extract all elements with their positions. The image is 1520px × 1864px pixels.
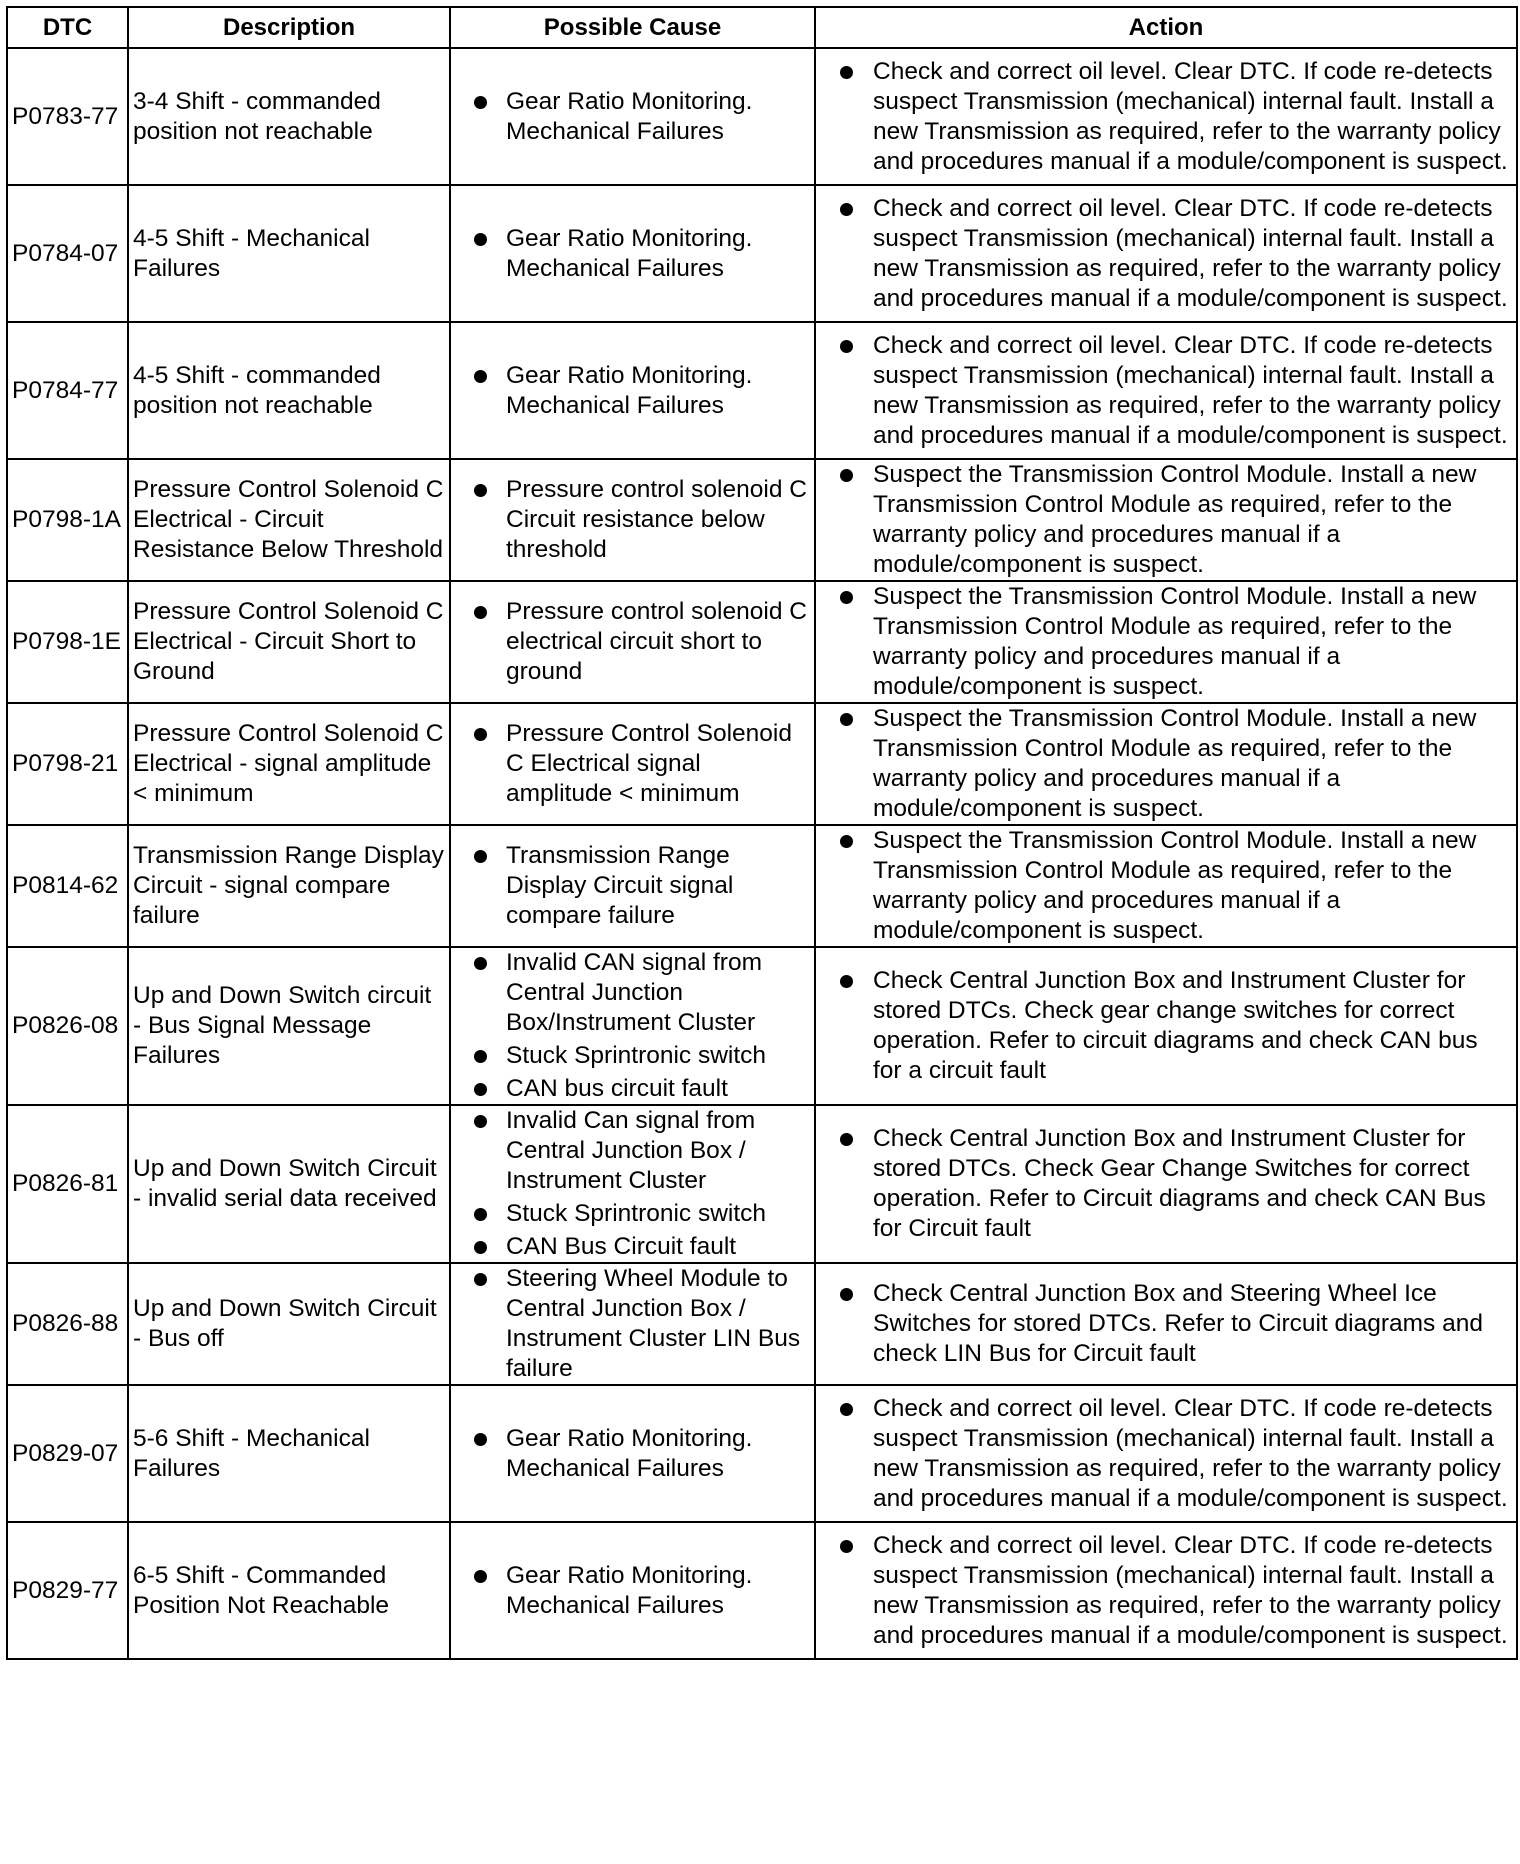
action-item: Check and correct oil level. Clear DTC. If code re-detects suspect Transmission (mechanical) internal fault. Install a new Transmission as required, refer to the warranty policy and procedures manual if a module/component is suspect. (820, 194, 1512, 314)
action-cell (815, 185, 1517, 322)
cause-item: Gear Ratio Monitoring. Mechanical Failures (455, 224, 810, 284)
possible-cause-cell (450, 703, 815, 825)
action-item: Check Central Junction Box and Instrument Cluster for stored DTCs. Check gear change switches for correct operation. Refer to circuit diagrams and check CAN bus for a circuit fault (820, 966, 1512, 1086)
action-item: Suspect the Transmission Control Module. Install a new Transmission Control Module as required, refer to the warranty policy and procedures manual if a module/component is suspect. (820, 826, 1512, 946)
cause-item: CAN Bus Circuit fault (455, 1232, 810, 1262)
possible-cause-cell (450, 1105, 815, 1263)
table-row (7, 1385, 1517, 1522)
cause-list (455, 475, 810, 565)
action-item: Suspect the Transmission Control Module. Install a new Transmission Control Module as required, refer to the warranty policy and procedures manual if a module/component is suspect. (820, 460, 1512, 580)
cause-item: Gear Ratio Monitoring. Mechanical Failures (455, 361, 810, 421)
dtc-code: P0798-1E (7, 581, 128, 703)
action-list (820, 826, 1512, 946)
cause-item: Stuck Sprintronic switch (455, 1199, 810, 1229)
action-list (820, 1531, 1512, 1651)
action-item: Suspect the Transmission Control Module. Install a new Transmission Control Module as required, refer to the warranty policy and procedures manual if a module/component is suspect. (820, 704, 1512, 824)
possible-cause-cell (450, 322, 815, 459)
cause-list (455, 224, 810, 284)
table-row (7, 947, 1517, 1105)
cause-list (455, 948, 810, 1104)
action-cell (815, 459, 1517, 581)
action-list (820, 1124, 1512, 1244)
action-item: Check and correct oil level. Clear DTC. If code re-detects suspect Transmission (mechanical) internal fault. Install a new Transmission as required, refer to the warranty policy and procedures manual if a module/component is suspect. (820, 1394, 1512, 1514)
cause-list (455, 841, 810, 931)
dtc-description: 6-5 Shift - Commanded Position Not Reachable (128, 1522, 450, 1659)
action-list (820, 1394, 1512, 1514)
action-item: Suspect the Transmission Control Module. Install a new Transmission Control Module as required, refer to the warranty policy and procedures manual if a module/component is suspect. (820, 582, 1512, 702)
possible-cause-cell (450, 459, 815, 581)
action-item: Check and correct oil level. Clear DTC. If code re-detects suspect Transmission (mechanical) internal fault. Install a new Transmission as required, refer to the warranty policy and procedures manual if a module/component is suspect. (820, 1531, 1512, 1651)
action-cell (815, 825, 1517, 947)
cause-list (455, 87, 810, 147)
action-list (820, 704, 1512, 824)
table-row (7, 825, 1517, 947)
cause-list (455, 719, 810, 809)
dtc-description: Up and Down Switch circuit - Bus Signal Message Failures (128, 947, 450, 1105)
possible-cause-cell (450, 185, 815, 322)
possible-cause-cell (450, 947, 815, 1105)
action-list (820, 1279, 1512, 1369)
header-dtc: DTC (7, 7, 128, 48)
table-row (7, 48, 1517, 185)
dtc-description: Pressure Control Solenoid C Electrical - Circuit Resistance Below Threshold (128, 459, 450, 581)
table-row (7, 322, 1517, 459)
dtc-code: P0783-77 (7, 48, 128, 185)
header-possible-cause: Possible Cause (450, 7, 815, 48)
dtc-table (6, 6, 1518, 1660)
possible-cause-cell (450, 48, 815, 185)
table-row (7, 459, 1517, 581)
dtc-code: P0826-08 (7, 947, 128, 1105)
dtc-code: P0814-62 (7, 825, 128, 947)
dtc-description: Pressure Control Solenoid C Electrical - signal amplitude < minimum (128, 703, 450, 825)
dtc-description: Transmission Range Display Circuit - signal compare failure (128, 825, 450, 947)
action-cell (815, 1263, 1517, 1385)
dtc-code: P0829-07 (7, 1385, 128, 1522)
dtc-code: P0826-81 (7, 1105, 128, 1263)
table-row (7, 1105, 1517, 1263)
dtc-description: Pressure Control Solenoid C Electrical - Circuit Short to Ground (128, 581, 450, 703)
dtc-code: P0826-88 (7, 1263, 128, 1385)
cause-item: Pressure Control Solenoid C Electrical signal amplitude < minimum (455, 719, 810, 809)
table-row (7, 185, 1517, 322)
dtc-code: P0784-77 (7, 322, 128, 459)
cause-item: Invalid Can signal from Central Junction Box / Instrument Cluster (455, 1106, 810, 1196)
cause-list (455, 597, 810, 687)
cause-item: Pressure control solenoid C electrical circuit short to ground (455, 597, 810, 687)
possible-cause-cell (450, 1263, 815, 1385)
action-cell (815, 48, 1517, 185)
table-row (7, 1263, 1517, 1385)
table-row (7, 581, 1517, 703)
possible-cause-cell (450, 1522, 815, 1659)
dtc-description: 3-4 Shift - commanded position not reachable (128, 48, 450, 185)
table-row (7, 1522, 1517, 1659)
cause-item: Invalid CAN signal from Central Junction Box/Instrument Cluster (455, 948, 810, 1038)
action-cell (815, 581, 1517, 703)
action-item: Check Central Junction Box and Instrument Cluster for stored DTCs. Check Gear Change Switches for correct operation. Refer to Circuit diagrams and check CAN Bus for Circuit fault (820, 1124, 1512, 1244)
action-item: Check and correct oil level. Clear DTC. If code re-detects suspect Transmission (mechanical) internal fault. Install a new Transmission as required, refer to the warranty policy and procedures manual if a module/component is suspect. (820, 57, 1512, 177)
dtc-description: 4-5 Shift - Mechanical Failures (128, 185, 450, 322)
cause-list (455, 1561, 810, 1621)
cause-list (455, 361, 810, 421)
dtc-code: P0798-1A (7, 459, 128, 581)
dtc-description: 5-6 Shift - Mechanical Failures (128, 1385, 450, 1522)
cause-item: Gear Ratio Monitoring. Mechanical Failures (455, 1424, 810, 1484)
possible-cause-cell (450, 825, 815, 947)
cause-item: Gear Ratio Monitoring. Mechanical Failures (455, 1561, 810, 1621)
table-body (7, 48, 1517, 1659)
action-cell (815, 947, 1517, 1105)
cause-list (455, 1424, 810, 1484)
action-list (820, 194, 1512, 314)
action-list (820, 460, 1512, 580)
table-row (7, 703, 1517, 825)
action-list (820, 57, 1512, 177)
action-item: Check and correct oil level. Clear DTC. If code re-detects suspect Transmission (mechanical) internal fault. Install a new Transmission as required, refer to the warranty policy and procedures manual if a module/component is suspect. (820, 331, 1512, 451)
action-list (820, 966, 1512, 1086)
dtc-code: P0784-07 (7, 185, 128, 322)
possible-cause-cell (450, 581, 815, 703)
possible-cause-cell (450, 1385, 815, 1522)
action-list (820, 582, 1512, 702)
header-action: Action (815, 7, 1517, 48)
cause-item: Transmission Range Display Circuit signal compare failure (455, 841, 810, 931)
dtc-code: P0829-77 (7, 1522, 128, 1659)
dtc-description: Up and Down Switch Circuit - invalid serial data received (128, 1105, 450, 1263)
dtc-description: 4-5 Shift - commanded position not reachable (128, 322, 450, 459)
cause-item: CAN bus circuit fault (455, 1074, 810, 1104)
cause-list (455, 1264, 810, 1384)
dtc-code: P0798-21 (7, 703, 128, 825)
action-cell (815, 703, 1517, 825)
action-cell (815, 322, 1517, 459)
action-cell (815, 1385, 1517, 1522)
cause-item: Pressure control solenoid C Circuit resistance below threshold (455, 475, 810, 565)
cause-item: Gear Ratio Monitoring. Mechanical Failures (455, 87, 810, 147)
action-item: Check Central Junction Box and Steering Wheel Ice Switches for stored DTCs. Refer to Circuit diagrams and check LIN Bus for Circuit fault (820, 1279, 1512, 1369)
cause-list (455, 1106, 810, 1262)
action-cell (815, 1522, 1517, 1659)
action-cell (815, 1105, 1517, 1263)
cause-item: Steering Wheel Module to Central Junction Box / Instrument Cluster LIN Bus failure (455, 1264, 810, 1384)
header-row (7, 7, 1517, 48)
cause-item: Stuck Sprintronic switch (455, 1041, 810, 1071)
header-description: Description (128, 7, 450, 48)
action-list (820, 331, 1512, 451)
dtc-description: Up and Down Switch Circuit - Bus off (128, 1263, 450, 1385)
